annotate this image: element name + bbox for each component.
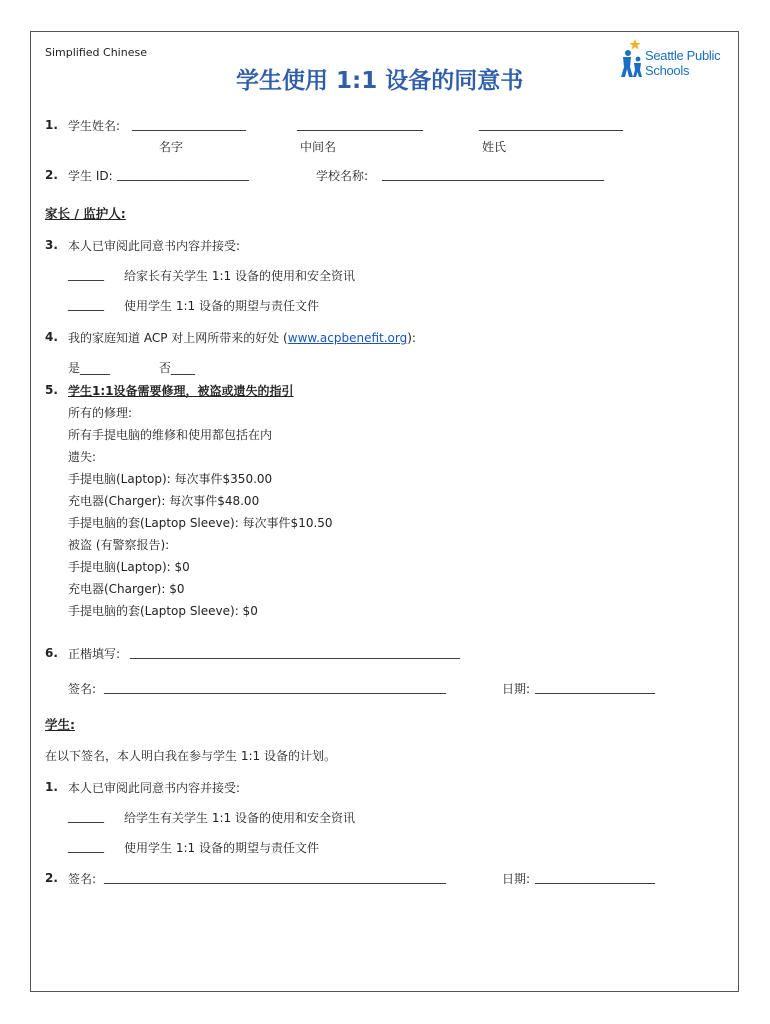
student-name-label: 学生姓名: — [68, 119, 121, 133]
student-opt1-field[interactable]: ______ — [68, 809, 104, 823]
school-logo — [617, 37, 732, 82]
student-id-label: 学生 ID: — [68, 169, 113, 183]
last-name-field[interactable]: ________________________ — [479, 117, 623, 131]
parent-signature-field[interactable]: _________________________________________________________ — [104, 680, 446, 694]
q5-line: 充电器(Charger): $0 — [68, 582, 185, 596]
student-intro: 在以下签名，本人明白我在参与学生 1:1 设备的计划。 — [45, 749, 336, 763]
parent-sign-label: 签名: — [68, 682, 97, 696]
last-name-sublabel: 姓氏 — [482, 140, 507, 154]
student-sign-label: 签名: — [68, 872, 97, 886]
parent-opt1-text: 给家长有关学生 1:1 设备的使用和安全资讯 — [124, 269, 355, 283]
q3-number: 3. — [45, 238, 58, 252]
page-title: 学生使用 1:1 设备的同意书 — [236, 68, 524, 94]
q4-text-start: 我的家庭知道 ACP 对上网所带来的好处 ( — [68, 331, 288, 345]
q3-text: 本人已审阅此同意书内容并接受: — [68, 239, 241, 253]
parent-date-field[interactable]: ____________________ — [535, 680, 655, 694]
school-name-field[interactable]: _____________________________________ — [382, 167, 604, 181]
q5-line: 手提电脑(Laptop): $0 — [68, 560, 190, 574]
student-opt2-text: 使用学生 1:1 设备的期望与责任文件 — [124, 841, 319, 855]
print-name-field[interactable]: _______________________________________________________ — [130, 645, 460, 659]
q6-number: 6. — [45, 646, 58, 660]
student-heading: 学生: — [45, 717, 75, 732]
q5-line: 遗失: — [68, 450, 97, 464]
acp-benefit-link[interactable]: www.acpbenefit.org — [287, 331, 408, 345]
school-name-label: 学校名称: — [316, 169, 369, 183]
q4-text-end: ): — [407, 331, 416, 345]
q4-text — [68, 329, 416, 346]
q4-number: 4. — [45, 330, 58, 344]
student-q1-number: 1. — [45, 780, 58, 794]
q5-heading: 学生1:1设备需要修理，被盗或遗失的指引 — [68, 384, 294, 398]
q5-line: 充电器(Charger): 每次事件$48.00 — [68, 494, 260, 508]
print-name-label: 正楷填写: — [68, 647, 121, 661]
middle-name-field[interactable]: _____________________ — [297, 117, 423, 131]
logo-line2: Schools — [645, 63, 690, 78]
student-signature-field[interactable]: _________________________________________________________ — [104, 870, 446, 884]
q5-line: 被盗 (有警察报告): — [68, 538, 170, 552]
first-name-sublabel: 名字 — [159, 140, 184, 154]
parent-opt2-field[interactable]: ______ — [68, 297, 104, 311]
language-label: Simplified Chinese — [45, 46, 147, 59]
q5-line: 手提电脑(Laptop): 每次事件$350.00 — [68, 472, 273, 486]
item1-number: 1. — [45, 118, 58, 132]
student-date-field[interactable]: ____________________ — [535, 870, 655, 884]
student-q2-number: 2. — [45, 871, 58, 885]
q4-yes-field[interactable]: 是_____ — [68, 361, 111, 375]
q4-no-field[interactable]: 否____ — [159, 361, 196, 375]
q5-line: 手提电脑的套(Laptop Sleeve): 每次事件$10.50 — [68, 516, 333, 530]
student-opt1-text: 给学生有关学生 1:1 设备的使用和安全资讯 — [124, 811, 355, 825]
parent-opt2-text: 使用学生 1:1 设备的期望与责任文件 — [124, 299, 319, 313]
parent-heading: 家长 / 监护人: — [45, 206, 126, 221]
student-date-label: 日期: — [502, 872, 531, 886]
parent-opt1-field[interactable]: ______ — [68, 267, 104, 281]
middle-name-sublabel: 中间名 — [300, 140, 337, 154]
item2-number: 2. — [45, 168, 58, 182]
q5-line: 所有手提电脑的维修和使用都包括在内 — [68, 428, 273, 442]
first-name-field[interactable]: ___________________ — [132, 117, 246, 131]
q5-line: 手提电脑的套(Laptop Sleeve): $0 — [68, 604, 258, 618]
logo-line1: Seattle Public — [645, 48, 721, 63]
q5-line: 所有的修理: — [68, 406, 133, 420]
student-opt2-field[interactable]: ______ — [68, 839, 104, 853]
student-id-field[interactable]: ______________________ — [117, 167, 249, 181]
q5-number: 5. — [45, 383, 58, 397]
student-q1-text: 本人已审阅此同意书内容并接受: — [68, 781, 241, 795]
logo-figures-icon — [617, 37, 647, 82]
parent-date-label: 日期: — [502, 682, 531, 696]
